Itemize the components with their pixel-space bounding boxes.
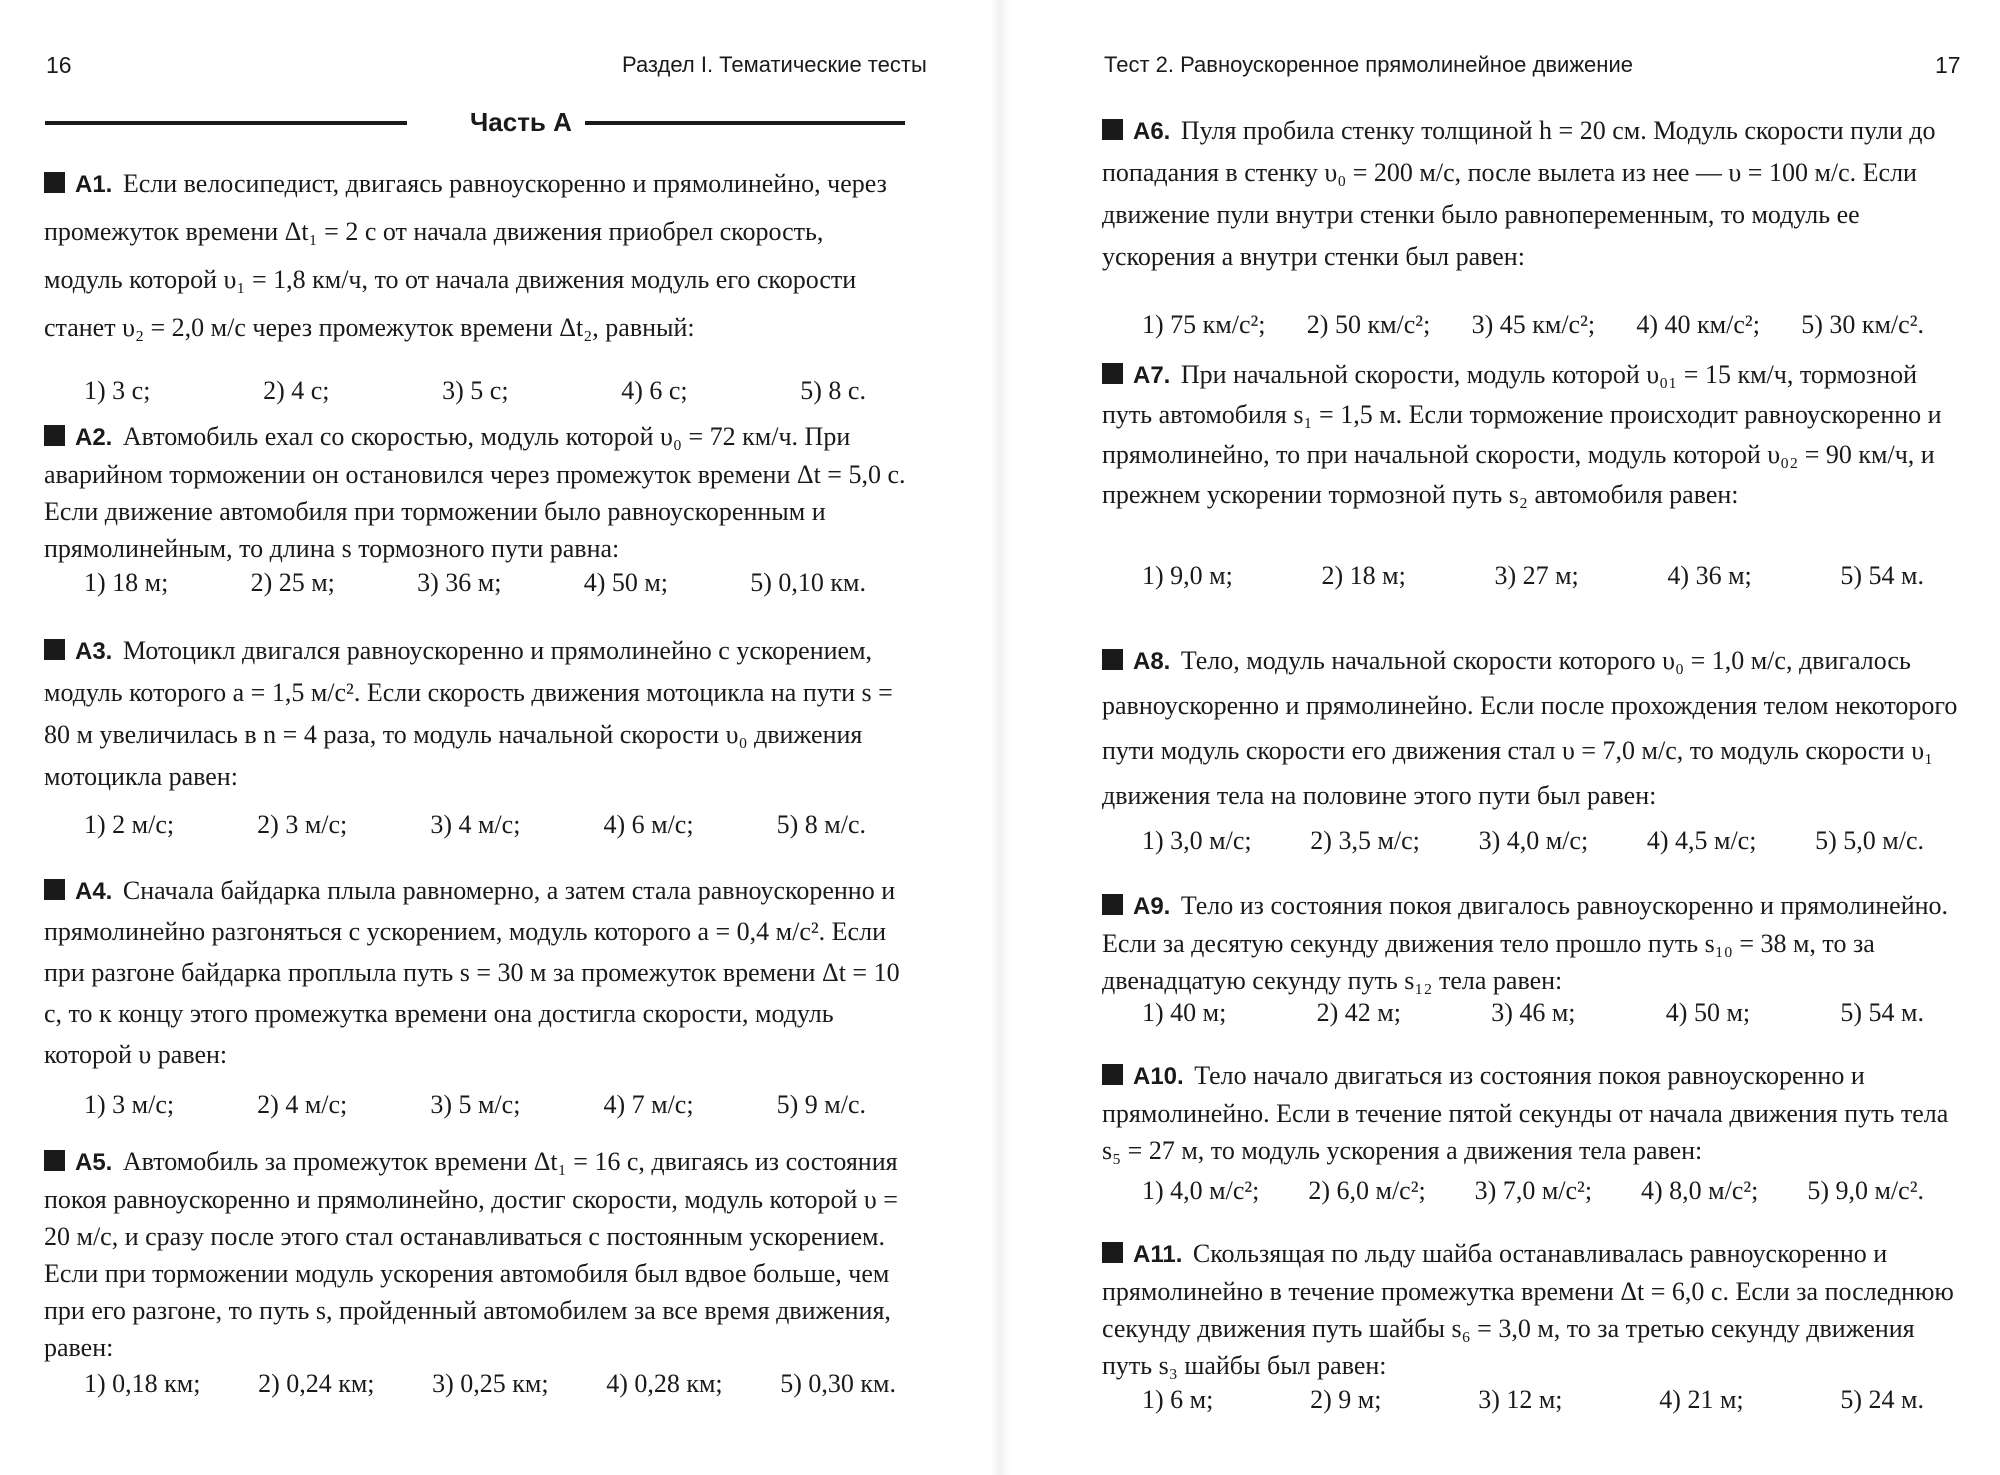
question-text: Сначала байдарка плыла равномерно, а затем стала равноускоренно и прямолинейно разгоняться с ускорением, модуль которого a = 0,4 м/с². Если при разгоне байдарка проплыла путь s = 30 м за промежуток времени Δt = 10 с, то к концу этого промежутка времени она достигла скорости, модуль которой υ равен: xyxy=(44,876,900,1069)
question-text: Скользящая по льду шайба останавливалась равноускоренно и прямолинейно в течение промежутка времени Δt = 6,0 с. Если за последнюю секунду движения путь шайбы s₆ = 3,0 м, то за третью секунду движения путь s₃ шайбы был равен: xyxy=(1102,1239,1954,1380)
answer-option: 2) 3 м/с; xyxy=(257,810,348,839)
answer-option: 3) 12 м; xyxy=(1478,1385,1563,1414)
answer-option: 3) 7,0 м/с²; xyxy=(1474,1176,1593,1205)
answer-option: 4) 0,28 км; xyxy=(606,1369,723,1398)
question-a10 xyxy=(1102,1057,1964,1209)
question-number: A4. xyxy=(75,878,113,905)
answer-option: 1) 40 м; xyxy=(1142,998,1227,1027)
answer-option: 3) 5 м/с; xyxy=(430,1090,521,1119)
answer-option: 3) 5 с; xyxy=(442,376,509,405)
question-number: A11. xyxy=(1133,1241,1183,1268)
question-number: A3. xyxy=(75,638,113,665)
question-a1 xyxy=(44,160,906,409)
right-page-number: 17 xyxy=(1935,52,1961,78)
bullet-square xyxy=(44,879,65,900)
answer-options xyxy=(1102,306,1964,343)
answer-option: 1) 3 с; xyxy=(84,376,151,405)
question-number: A8. xyxy=(1133,648,1171,675)
answer-option: 2) 25 м; xyxy=(250,568,335,597)
answer-options xyxy=(44,1086,906,1123)
question-a7 xyxy=(1102,355,1964,594)
answer-option: 5) 5,0 м/с. xyxy=(1815,826,1924,855)
answer-option: 5) 8 м/с. xyxy=(776,810,866,839)
bullet-square xyxy=(1102,119,1123,140)
bullet-square xyxy=(1102,1064,1123,1085)
answer-option: 4) 8,0 м/с²; xyxy=(1640,1176,1759,1205)
answer-option: 4) 7 м/с; xyxy=(603,1090,694,1119)
answer-option: 3) 4 м/с; xyxy=(430,810,521,839)
answer-option: 4) 50 м; xyxy=(583,568,669,597)
question-text-block xyxy=(1102,887,1964,998)
answer-option: 1) 3 м/с; xyxy=(84,1090,175,1119)
answer-option: 4) 50 м; xyxy=(1665,998,1751,1027)
answer-options xyxy=(1102,822,1964,859)
answer-option: 3) 36 м; xyxy=(417,568,502,597)
answer-option: 3) 0,25 км; xyxy=(432,1369,549,1398)
question-a8 xyxy=(1102,638,1964,859)
answer-option: 3) 45 км/с²; xyxy=(1471,310,1596,339)
answer-option: 2) 4 м/с; xyxy=(257,1090,348,1119)
question-text-block xyxy=(44,160,906,390)
question-a4 xyxy=(44,870,906,1123)
question-text-block xyxy=(1102,110,1964,306)
question-a5 xyxy=(44,1143,906,1402)
answer-option: 1) 3,0 м/с; xyxy=(1142,826,1252,855)
answer-option: 4) 6 с; xyxy=(621,376,688,405)
question-text: Пуля пробила стенку толщиной h = 20 см. Модуль скорости пули до попадания в стенку υ₀ = 200 м/с, после вылета из нее — υ = 100 м/с. Если движение пули внутри стенки было равнопеременным, то модуль ее ускорения a внутри стенки был равен: xyxy=(1102,116,1936,271)
bullet-square xyxy=(1102,1242,1123,1263)
answer-option: 3) 46 м; xyxy=(1491,998,1576,1027)
answer-options xyxy=(44,1365,906,1402)
question-text-block xyxy=(1102,638,1964,824)
question-text-block xyxy=(1102,1057,1964,1168)
rule-line-right xyxy=(585,121,905,125)
bullet-square xyxy=(44,639,65,660)
question-text-block xyxy=(44,1143,906,1373)
bullet-square xyxy=(1102,649,1123,670)
question-text: Мотоцикл двигался равноускоренно и прямолинейно с ускорением, модуль которого a = 1,5 м/с². Если скорость движения мотоцикла на пути s = 80 м увеличилась в n = 4 раза, то модуль начальной скорости υ₀ движения мотоцикла равен: xyxy=(44,636,893,791)
question-a11 xyxy=(1102,1235,1964,1418)
bullet-square xyxy=(44,1150,65,1171)
answer-option: 3) 27 м; xyxy=(1494,561,1579,590)
answer-options xyxy=(1102,994,1964,1031)
answer-option: 2) 0,24 км; xyxy=(258,1369,375,1398)
section-title: Часть А xyxy=(470,107,572,137)
answer-option: 1) 2 м/с; xyxy=(84,810,175,839)
answer-option: 4) 4,5 м/с; xyxy=(1646,826,1757,855)
answer-option: 5) 54 м. xyxy=(1840,998,1924,1027)
answer-options xyxy=(1102,557,1964,594)
answer-option: 3) 4,0 м/с; xyxy=(1478,826,1589,855)
answer-option: 2) 18 м; xyxy=(1321,561,1406,590)
answer-option: 2) 4 с; xyxy=(263,376,330,405)
answer-options xyxy=(1102,1172,1964,1209)
question-text: При начальной скорости, модуль которой υ₀₁ = 15 км/ч, тормозной путь автомобиля s₁ = 1,5 м. Если торможение происходит равноускоренно и прямолинейно, то при начальной скорости, модуль которой υ₀₂ = 90 км/ч, и прежнем ускорении тормозной путь s₂ автомобиля равен: xyxy=(1102,360,1942,509)
answer-options xyxy=(44,564,906,601)
question-text-block xyxy=(44,870,906,1078)
question-number: A1. xyxy=(75,171,113,198)
answer-option: 2) 50 км/с²; xyxy=(1306,310,1431,339)
answer-option: 5) 30 км/с². xyxy=(1801,310,1924,339)
question-text-block xyxy=(44,630,906,798)
left-running-head: Раздел I. Тематические тесты xyxy=(622,52,927,77)
answer-options xyxy=(44,372,906,409)
answer-option: 5) 0,10 км. xyxy=(750,568,866,597)
answer-option: 1) 0,18 км; xyxy=(84,1369,201,1398)
question-number: A10. xyxy=(1133,1063,1184,1090)
answer-option: 2) 9 м; xyxy=(1310,1385,1382,1414)
question-a9 xyxy=(1102,887,1964,1031)
answer-option: 1) 4,0 м/с²; xyxy=(1142,1176,1260,1205)
question-text: Если велосипедист, двигаясь равноускоренно и прямолинейно, через промежуток времени Δt₁ = 2 с от начала движения приобрел скорость, модуль которой υ₁ = 1,8 км/ч, то от начала движения модуль его скорости станет υ₂ = 2,0 м/с через промежуток времени Δt₂, равный: xyxy=(44,169,887,342)
right-running-head: Тест 2. Равноускоренное прямолинейное движение xyxy=(1104,52,1633,77)
answer-option: 5) 24 м. xyxy=(1840,1385,1924,1414)
answer-option: 1) 18 м; xyxy=(84,568,169,597)
answer-option: 5) 54 м. xyxy=(1840,561,1924,590)
bullet-square xyxy=(44,425,65,446)
answer-option: 2) 3,5 м/с; xyxy=(1310,826,1420,855)
answer-option: 2) 42 м; xyxy=(1316,998,1401,1027)
question-number: A6. xyxy=(1133,118,1171,145)
question-text-block xyxy=(1102,355,1964,555)
question-number: A2. xyxy=(75,424,113,451)
question-text: Автомобиль ехал со скоростью, модуль которой υ₀ = 72 км/ч. При аварийном торможении он остановился через промежуток времени Δt = 5,0 с. Если движение автомобиля при торможении было равноускоренным и прямолинейным, то длина s тормозного пути равна: xyxy=(44,422,906,563)
question-text: Автомобиль за промежуток времени Δt₁ = 16 с, двигаясь из состояния покоя равноускоренно и прямолинейно, достиг скорости, модуль которой υ = 20 м/с, и сразу после этого стал останавливаться с постоянным ускорением. Если при торможении модуль ускорения автомобиля был вдвое больше, чем при его разгоне, то путь s, пройденный автомобилем за все время движения, равен: xyxy=(44,1147,898,1362)
question-a6 xyxy=(1102,110,1964,343)
question-a2 xyxy=(44,418,906,601)
question-text: Тело начало двигаться из состояния покоя равноускоренно и прямолинейно. Если в течение пятой секунды от начала движения путь тела s₅ = 27 м, то модуль ускорения a движения тела равен: xyxy=(1102,1061,1949,1165)
answer-options xyxy=(44,806,906,843)
question-number: A7. xyxy=(1133,362,1171,389)
left-page-number: 16 xyxy=(46,52,72,78)
question-text-block xyxy=(1102,1235,1964,1383)
question-text-block xyxy=(44,418,906,566)
answer-option: 5) 0,30 км. xyxy=(780,1369,896,1398)
answer-option: 4) 21 м; xyxy=(1659,1385,1744,1414)
bullet-square xyxy=(44,172,65,193)
answer-option: 1) 6 м; xyxy=(1142,1385,1214,1414)
answer-option: 4) 6 м/с; xyxy=(603,810,694,839)
answer-option: 5) 9,0 м/с². xyxy=(1807,1176,1924,1205)
answer-options xyxy=(1102,1381,1964,1418)
question-a3 xyxy=(44,630,906,843)
bullet-square xyxy=(1102,363,1123,384)
rule-line-left xyxy=(45,121,407,125)
answer-option: 5) 9 м/с. xyxy=(776,1090,866,1119)
answer-option: 4) 40 км/с²; xyxy=(1636,310,1760,339)
answer-option: 2) 6,0 м/с²; xyxy=(1308,1176,1426,1205)
answer-option: 1) 75 км/с²; xyxy=(1142,310,1266,339)
question-text: Тело из состояния покоя двигалось равноускоренно и прямолинейно. Если за десятую секунду движения тело прошло путь s₁₀ = 38 м, то за двенадцатую секунду путь s₁₂ тела равен: xyxy=(1102,891,1949,995)
question-number: A9. xyxy=(1133,893,1171,920)
answer-option: 1) 9,0 м; xyxy=(1142,561,1233,590)
question-text: Тело, модуль начальной скорости которого υ₀ = 1,0 м/с, двигалось равноускоренно и прямолинейно. Если после прохождения телом некоторого пути модуль скорости его движения стал υ = 7,0 м/с, то модуль скорости υ₁ движения тела на половине этого пути был равен: xyxy=(1102,646,1958,810)
bullet-square xyxy=(1102,894,1123,915)
question-number: A5. xyxy=(75,1149,113,1176)
answer-option: 4) 36 м; xyxy=(1667,561,1752,590)
answer-option: 5) 8 с. xyxy=(800,376,866,405)
section-title-rule xyxy=(45,105,905,139)
